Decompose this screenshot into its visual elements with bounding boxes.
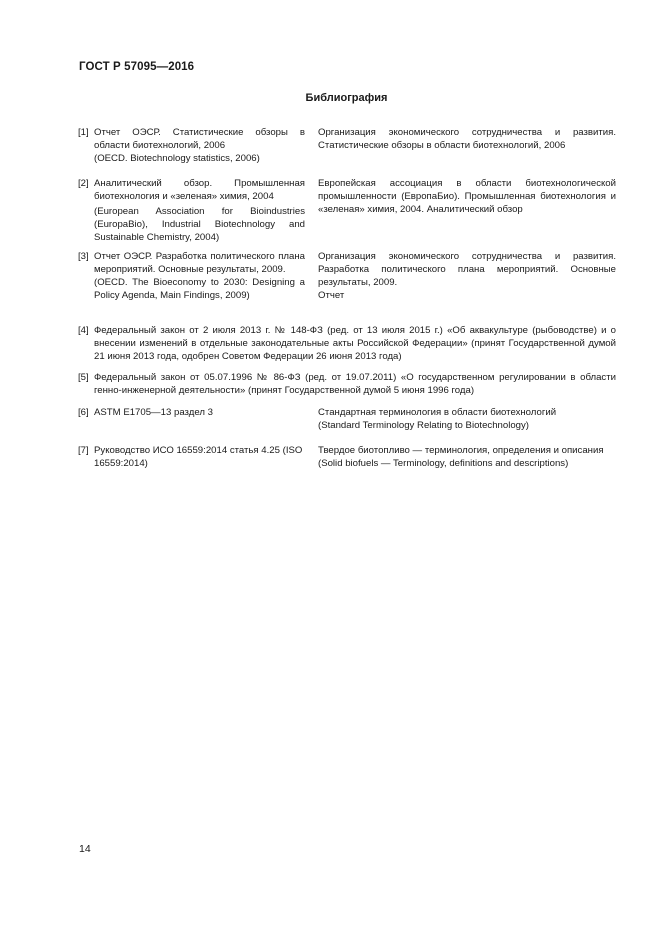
entry-description [318, 127, 616, 153]
entry-number: [1] [78, 127, 89, 138]
entry-number: [5] [78, 372, 89, 383]
entry-source [94, 178, 305, 245]
entry-description [318, 251, 616, 303]
entry-description [318, 178, 616, 217]
entry-description [318, 445, 616, 471]
entry-full-text-body: Федеральный закон от 2 июля 2013 г. № 148-ФЗ (ред. от 13 июля 2015 г.) «Об аквакультуре (рыбоводстве) и о внесении изменений в отдельные законодательные акты Российской Федерации» (принят Государственной думой 21 июня 2013 года, одобрен Советом Федерации 26 июня 2013 года) [94, 325, 616, 362]
entry-description-text: Европейская ассоциация в области биотехнологической промышленности (ЕвропаБио). Промышленная биотехнология и «зеленая» химия, 2004. Аналитический обзор [318, 178, 616, 215]
entry-source-text: Отчет ОЭСР. Статистические обзоры в области биотехнологий, 2006 [94, 127, 305, 151]
page-number: 14 [79, 843, 91, 855]
entry-description-original: (Standard Terminology Relating to Biotechnology) [318, 419, 530, 431]
entry-number: [2] [78, 178, 89, 189]
entry-source-original: (European Association for Bioindustries (EuropaBio), Industrial Biotechnology and Sustainable Chemistry, 2004) [94, 205, 305, 243]
entry-full-text [94, 372, 616, 398]
entry-source [94, 127, 305, 166]
entry-source [94, 407, 305, 420]
document-header: ГОСТ Р 57095—2016 [79, 61, 195, 73]
section-title: Библиография [305, 92, 388, 104]
entry-description-original: (Solid biofuels — Terminology, definitions and descriptions) [318, 457, 569, 469]
entry-description-text: Организация экономического сотрудничества и развития. Статистические обзоры в области биотехнологий, 2006 [318, 127, 616, 151]
entry-description [318, 407, 616, 433]
entry-source-text: ASTM E1705—13 раздел 3 [94, 407, 213, 418]
entry-source-text: Отчет ОЭСР. Разработка политического плана мероприятий. Основные результаты, 2009. [94, 251, 305, 275]
entry-description-note: Отчет [318, 289, 345, 301]
entry-source [94, 251, 305, 303]
entry-number: [3] [78, 251, 89, 262]
entry-number: [7] [78, 445, 89, 456]
entry-source-text: Руководство ИСО 16559:2014 статья 4.25 (ISO 16559:2014) [94, 445, 303, 469]
entry-description-text: Твердое биотопливо — терминология, определения и описания [318, 445, 604, 456]
entry-source-original: (OECD. Biotechnology statistics, 2006) [94, 152, 260, 164]
entry-source-text: Аналитический обзор. Промышленная биотехнология и «зеленая» химия, 2004 [94, 178, 305, 202]
entry-source-original: (OECD. The Bioeconomy to 2030: Designing a Policy Agenda, Main Findings, 2009) [94, 276, 305, 301]
entry-description-text: Организация экономического сотрудничества и развития. Разработка политического плана мероприятий. Основные результаты, 2009. [318, 251, 616, 288]
entry-number: [4] [78, 325, 89, 336]
entry-full-text [94, 325, 616, 364]
entry-number: [6] [78, 407, 89, 418]
entry-description-text: Стандартная терминология в области биотехнологий [318, 407, 557, 418]
entry-full-text-body: Федеральный закон от 05.07.1996 № 86-ФЗ (ред. от 19.07.2011) «О государственном регулировании в области генно-инженерной деятельности» (принят Государственной думой 5 июня 1996 года) [94, 372, 616, 396]
entry-source [94, 445, 305, 471]
